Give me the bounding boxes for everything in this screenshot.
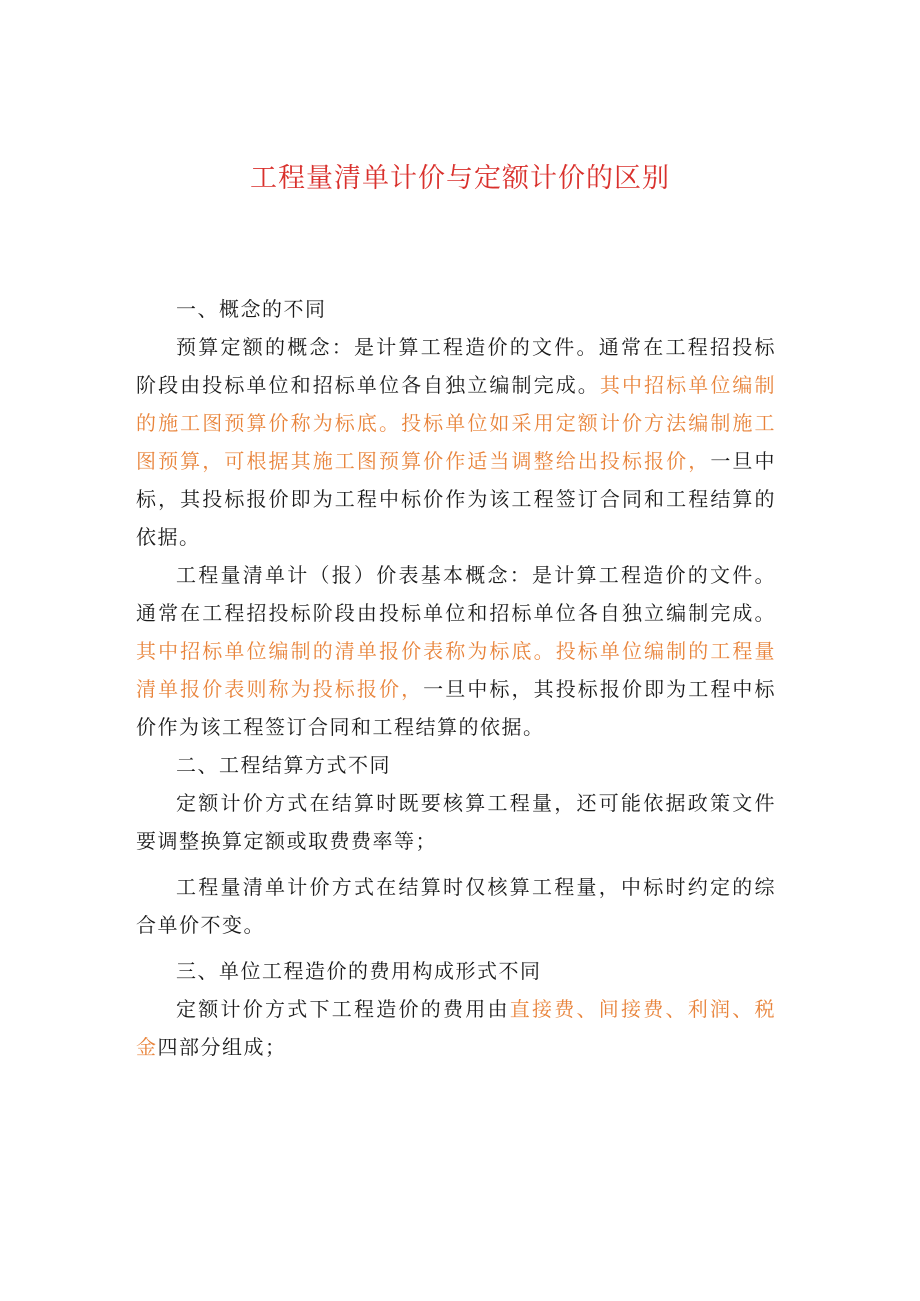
highlighted-text: 其中招标单位编制的施工图预算价称为标底。投标单位如采用定额计价方法编制施工图预算，可根据其施工图预算价作适当调整给出投标报价， [136,373,777,473]
section-heading-concept: 一、概念的不同 [176,297,327,321]
text-run: 预算定额的概念：是计算工程造价的文件。通常在工程招投标阶段由投标单位和招标单位各自独立编制完成。 [136,335,776,397]
section-heading-cost-structure: 三、单位工程造价的费用构成形式不同 [176,959,542,983]
text-run: 四部分组成； [157,1035,287,1059]
text-run: 定额计价方式下工程造价的费用由 [176,997,510,1021]
paragraph-bill-of-quantities [136,556,776,746]
text-run: 一旦中标，其投标报价即为工程中标价作为该工程签订合同和工程结算的依据。 [136,449,777,549]
highlighted-text: 直接费、间接费、利润、税金 [136,997,776,1059]
paragraph-cost-structure [136,990,776,1066]
document-body [136,290,776,1066]
paragraph-bill-settlement: 工程量清单计价方式在结算时仅核算工程量，中标时约定的综合单价不变。 [136,875,776,937]
paragraph-quota-settlement: 定额计价方式在结算时既要核算工程量，还可能依据政策文件要调整换算定额或取费费率等； [136,791,776,853]
paragraph-budget-quota [136,328,776,556]
section-heading-settlement: 二、工程结算方式不同 [176,753,391,777]
text-run: 工程量清单计（报）价表基本概念：是计算工程造价的文件。通常在工程招投标阶段由投标单位和招标单位各自独立编制完成。 [136,563,776,625]
text-run: 一旦中标，其投标报价即为工程中标价作为该工程签订合同和工程结算的依据。 [136,677,777,739]
highlighted-text: 其中招标单位编制的清单报价表称为标底。投标单位编制的工程量清单报价表则称为投标报价， [136,639,776,701]
document-title: 工程量清单计价与定额计价的区别 [250,163,670,194]
